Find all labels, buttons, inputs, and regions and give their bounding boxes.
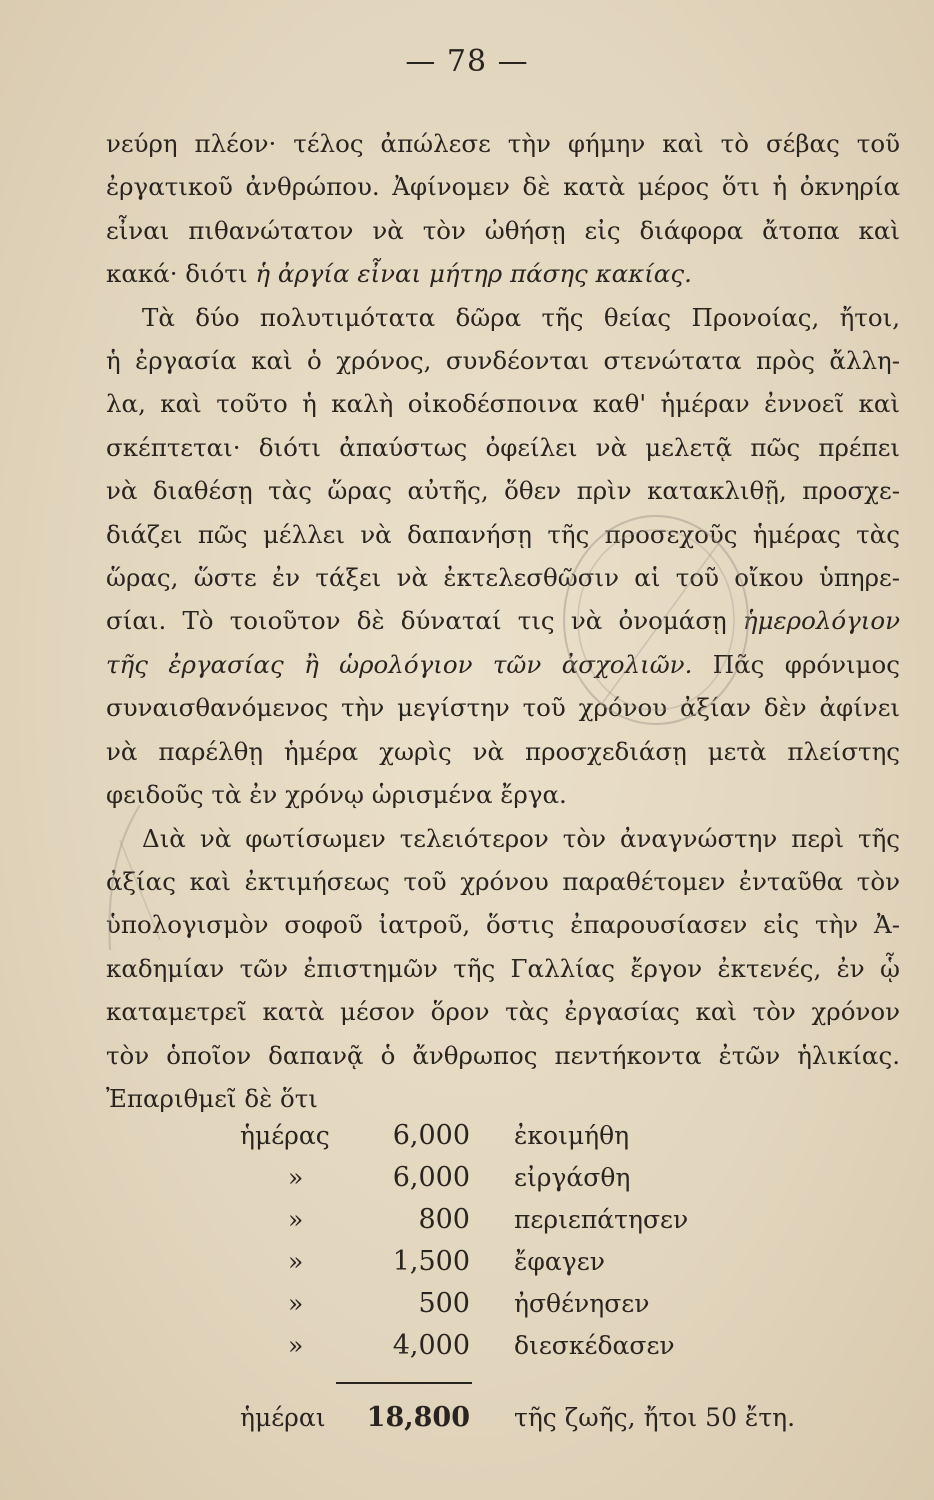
term-italic: τῆς ἐργασίας ἢ ὡρολόγιον τῶν ἀσχολιῶν. xyxy=(106,649,693,679)
ditto-mark: » xyxy=(288,1289,304,1318)
tally-row xyxy=(240,1246,860,1288)
text-line: σκέπτεται· διότι ἀπαύστως ὀφείλει νὰ μελετᾷ πῶς πρέπει xyxy=(106,432,900,462)
ditto-mark: » xyxy=(288,1247,304,1276)
tally-row xyxy=(240,1162,860,1204)
term-italic: ἡμερολόγιον xyxy=(742,606,900,636)
tally-row xyxy=(240,1120,860,1162)
text-span: Πᾶς φρόνιμος xyxy=(692,649,900,679)
text-line: καδημίαν τῶν ἐπιστημῶν τῆς Γαλλίας ἔργον ἐκτενές, ἐν ᾧ xyxy=(106,953,900,983)
tally-verb: ἐκοιμήθη xyxy=(514,1121,630,1150)
tally-row xyxy=(240,1204,860,1246)
tally-total-row xyxy=(240,1402,860,1433)
tally-verb: ἔφαγεν xyxy=(514,1247,605,1276)
tally-row xyxy=(240,1330,860,1372)
tally-verb: ἠσθένησεν xyxy=(514,1289,650,1318)
tally-total-value: 18,800 xyxy=(366,1402,470,1433)
tally-value: 500 xyxy=(418,1288,470,1319)
tally-value: 800 xyxy=(418,1204,470,1235)
tally-verb: περιεπάτησεν xyxy=(514,1205,689,1234)
text-line: νὰ διαθέσῃ τὰς ὥρας αὐτῆς, ὅθεν πρὶν κατακλιθῇ, προσχε- xyxy=(106,476,900,506)
page-number: — 78 — xyxy=(405,44,529,79)
tally-unit: ἡμέρας xyxy=(240,1121,330,1150)
text-line: νεύρη πλέον· τέλος ἀπώλεσε τὴν φήμην καὶ τὸ σέβας τοῦ xyxy=(106,129,900,158)
tally-verb: τῆς ζωῆς, ἤτοι 50 ἔτη. xyxy=(514,1403,796,1432)
text-line: νὰ παρέλθῃ ἡμέρα χωρὶς νὰ προσχεδιάσῃ μετὰ πλείστης xyxy=(106,736,900,766)
text-line: ὥρας, ὥστε ἐν τάξει νὰ ἐκτελεσθῶσιν αἱ τοῦ οἴκου ὑπηρε- xyxy=(106,563,900,593)
body-text xyxy=(106,122,900,1120)
text-line: καταμετρεῖ κατὰ μέσον ὅρον τὰς ἐργασίας καὶ τὸν χρόνον xyxy=(106,997,900,1027)
text-line: συναισθανόμενος τὴν μεγίστην τοῦ χρόνου ἀξίαν δὲν ἀφίνει xyxy=(106,693,900,723)
sum-rule xyxy=(336,1382,472,1384)
tally-unit: ἡμέραι xyxy=(240,1403,326,1432)
ditto-mark: » xyxy=(288,1163,304,1192)
text-span: κακά· διότι xyxy=(106,259,256,289)
text-line: ἀξίας καὶ ἐκτιμήσεως τοῦ χρόνου παραθέτομεν ἐνταῦθα τὸν xyxy=(106,866,900,896)
text-span: σίαι. Τὸ τοιοῦτον δὲ δύναταί τις νὰ ὀνομάσῃ xyxy=(106,606,743,636)
tally-verb: εἰργάσθη xyxy=(514,1163,631,1192)
text-line: εἶναι πιθανώτατον νὰ τὸν ὠθήσῃ εἰς διάφορα ἄτοπα καὶ xyxy=(106,215,900,245)
text-line: ὑπολογισμὸν σοφοῦ ἰατροῦ, ὅστις ἐπαρουσίασεν εἰς τὴν Ἀ- xyxy=(106,910,900,940)
text-line xyxy=(106,252,900,295)
tally-value: 1,500 xyxy=(392,1246,470,1277)
tally-value: 6,000 xyxy=(392,1162,470,1193)
text-line: τὸν ὁποῖον δαπανᾷ ὁ ἄνθρωπος πεντήκοντα ἐτῶν ἡλικίας. xyxy=(106,1040,900,1070)
ditto-mark: » xyxy=(288,1331,304,1360)
text-line: Διὰ νὰ φωτίσωμεν τελειότερον τὸν ἀναγνώστην περὶ τῆς xyxy=(142,823,900,853)
text-line xyxy=(106,599,900,642)
text-line: φειδοῦς τὰ ἐν χρόνῳ ὡρισμένα ἔργα. xyxy=(106,780,567,810)
text-line: ἡ ἐργασία καὶ ὁ χρόνος, συνδέονται στενώτατα πρὸς ἄλλη- xyxy=(106,346,900,376)
tally-verb: διεσκέδασεν xyxy=(514,1331,675,1360)
ditto-mark: » xyxy=(288,1205,304,1234)
tally-value: 4,000 xyxy=(392,1330,470,1361)
text-line: διάζει πῶς μέλλει νὰ δαπανήσῃ τῆς προσεχοῦς ἡμέρας τὰς xyxy=(106,519,900,549)
text-line xyxy=(106,643,900,686)
text-line: ἐργατικοῦ ἀνθρώπου. Ἀφίνομεν δὲ κατὰ μέρος ὅτι ἡ ὀκνηρία xyxy=(106,172,900,202)
proverb-italic: ἡ ἀργία εἶναι μήτηρ πάσης κακίας. xyxy=(255,259,692,289)
text-line: Ἐπαριθμεῖ δὲ ὅτι xyxy=(106,1083,318,1113)
tally-value: 6,000 xyxy=(392,1120,470,1151)
text-line: Τὰ δύο πολυτιμότατα δῶρα τῆς θείας Προνοίας, ἤτοι, xyxy=(142,302,900,332)
days-tally xyxy=(240,1120,860,1372)
tally-row xyxy=(240,1288,860,1330)
text-line: λα, καὶ τοῦτο ἡ καλὴ οἰκοδέσποινα καθ' ἡμέραν ἐννοεῖ καὶ xyxy=(106,389,900,419)
